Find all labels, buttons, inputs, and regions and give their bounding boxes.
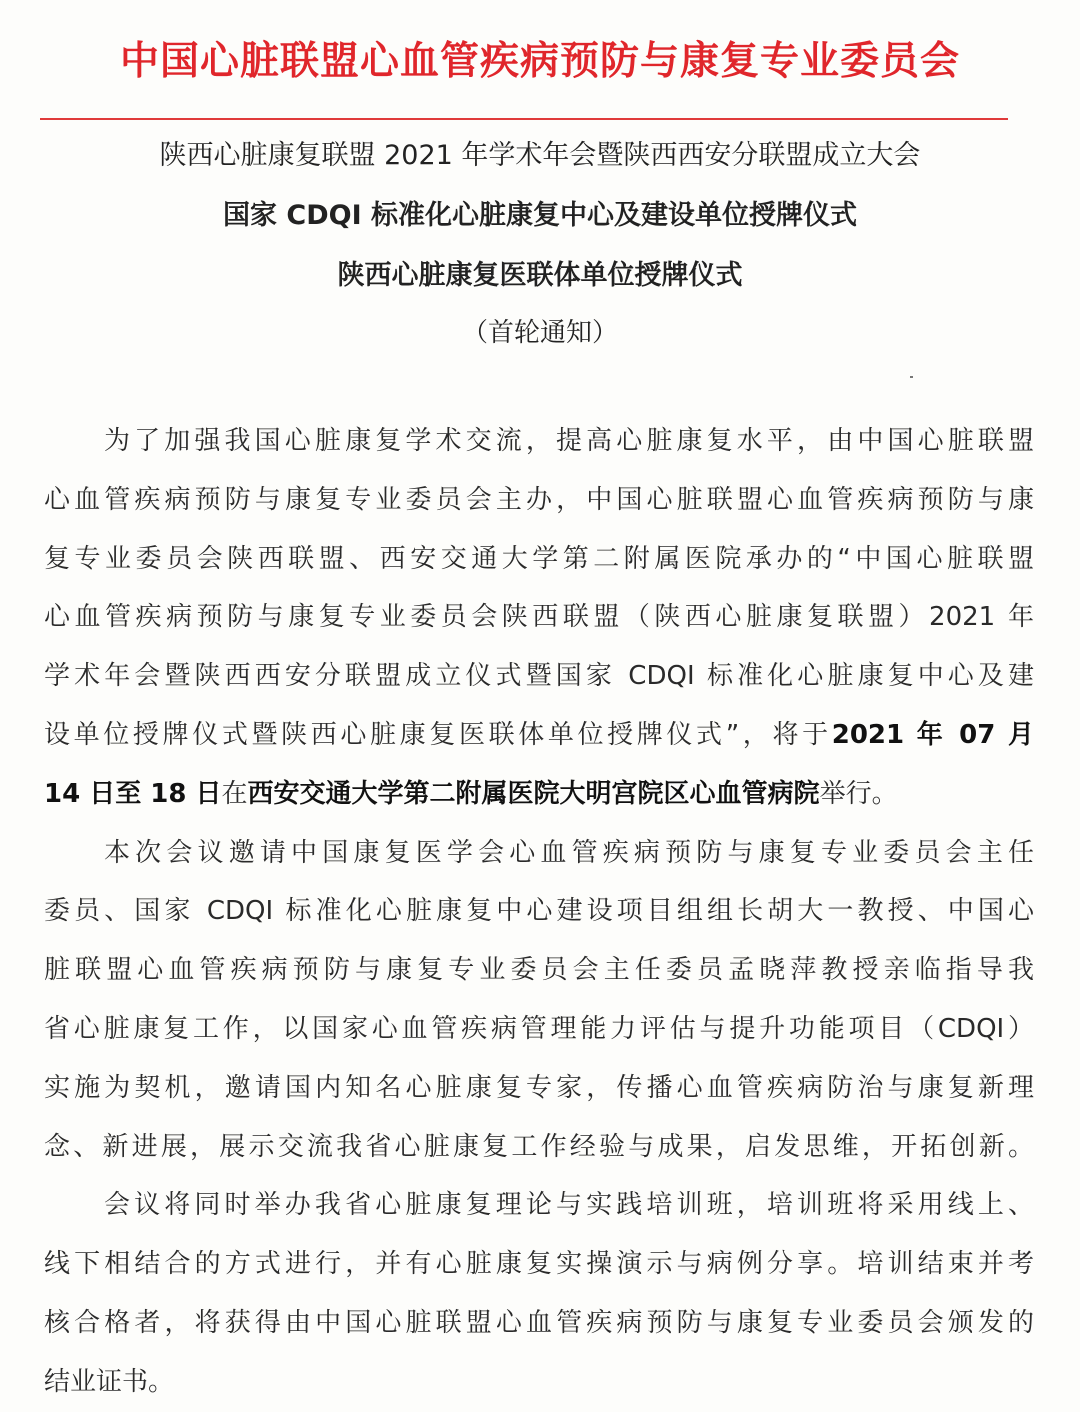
paragraph-line: 委员、国家 CDQI 标准化心脏康复中心建设项目组组长胡大一教授、中国心 xyxy=(44,896,1034,927)
paragraph-line: 本次会议邀请中国康复医学会心血管疾病预防与康复专业委员会主任 xyxy=(104,837,1034,868)
paragraph-line: 为了加强我国心脏康复学术交流，提高心脏康复水平，由中国心脏联盟 xyxy=(104,426,1034,456)
paragraph-3 xyxy=(44,1176,1034,1411)
paragraph-line: 会议将同时举办我省心脏康复理论与实践培训班，培训班将采用线上、 xyxy=(104,1190,1034,1221)
title-line-3: 陕西心脏康复医联体单位授牌仪式 xyxy=(337,260,743,291)
text-run: 设单位授牌仪式暨陕西心脏康复医联体单位授牌仪式”，将于 xyxy=(44,719,832,750)
paragraph-line xyxy=(44,706,1034,765)
meeting-date-end: 14 日至 18 日 xyxy=(44,778,222,809)
paragraph-1 xyxy=(44,412,1034,824)
paragraph-line: 结业证书。 xyxy=(44,1366,175,1397)
meeting-date-start: 2021 年 07 月 xyxy=(831,719,1034,750)
title-notice-label: （首轮通知） xyxy=(461,318,618,348)
header-red-rule xyxy=(40,118,1008,120)
paragraph-line: 学术年会暨陕西西安分联盟成立仪式暨国家 CDQI 标准化心脏康复中心及建 xyxy=(44,661,1034,692)
paragraph-line: 心血管疾病预防与康复专业委员会主办，中国心脏联盟心血管疾病预防与康 xyxy=(44,484,1034,515)
meeting-venue: 西安交通大学第二附属医院大明宫院区心血管病院 xyxy=(247,778,820,809)
paragraph-line xyxy=(44,765,1034,824)
paragraph-line: 心血管疾病预防与康复专业委员会陕西联盟（陕西心脏康复联盟）2021 年 xyxy=(44,602,1034,633)
paragraph-line: 省心脏康复工作，以国家心血管疾病管理能力评估与提升功能项目（CDQI） xyxy=(44,1013,1034,1044)
paragraph-2 xyxy=(44,824,1034,1177)
text-run: 在 xyxy=(221,778,248,809)
text-run: 举行。 xyxy=(819,778,898,809)
document-body xyxy=(44,412,1034,1412)
title-line-2: 国家 CDQI 标准化心脏康复中心及建设单位授牌仪式 xyxy=(222,200,858,231)
organization-header: 中国心脏联盟心血管疾病预防与康复专业委员会 xyxy=(119,39,960,84)
paragraph-line: 线下相结合的方式进行，并有心脏康复实操演示与病例分享。培训结束并考 xyxy=(44,1249,1034,1280)
paragraph-line: 核合格者，将获得由中国心脏联盟心血管疾病预防与康复专业委员会颁发的 xyxy=(44,1307,1034,1338)
paragraph-line: 脏联盟心血管疾病预防与康复专业委员会主任委员孟晓萍教授亲临指导我 xyxy=(44,955,1034,986)
title-line-1: 陕西心脏康复联盟 2021 年学术年会暨陕西西安分联盟成立大会 xyxy=(159,140,921,171)
paragraph-line: 念、新进展，展示交流我省心脏康复工作经验与成果，启发思维，开拓创新。 xyxy=(44,1131,1034,1162)
scan-speck xyxy=(910,376,913,378)
paragraph-line: 复专业委员会陕西联盟、西安交通大学第二附属医院承办的“中国心脏联盟 xyxy=(44,543,1034,574)
paragraph-line: 实施为契机，邀请国内知名心脏康复专家，传播心血管疾病防治与康复新理 xyxy=(44,1072,1034,1103)
